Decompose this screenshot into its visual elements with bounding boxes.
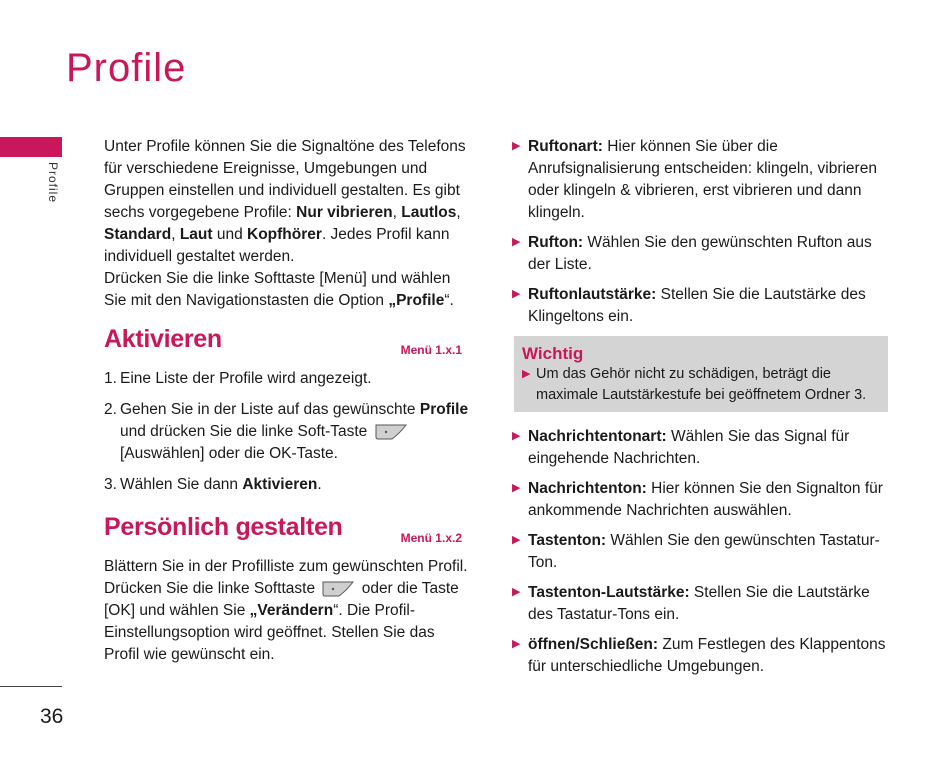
- list-item-text: [528, 530, 892, 574]
- note-bullet: [522, 364, 880, 406]
- emphasized-text: Nur vibrieren: [296, 204, 393, 221]
- side-section-label: Profile: [46, 162, 60, 204]
- step-number: 2.: [104, 401, 117, 418]
- important-note: [514, 336, 888, 412]
- text-run: “. Die Profil-Einstellungsoption wird geöffnet. Stellen Sie das Profil wie gewünscht ein.: [104, 602, 435, 663]
- list-item: [512, 582, 892, 626]
- list-item-text: [528, 426, 892, 470]
- triangle-right-icon: ▶: [512, 482, 521, 494]
- personal-menu-ref: Menü 1.x.2: [400, 531, 462, 545]
- text-run: ,: [456, 204, 461, 221]
- triangle-right-icon: ▶: [522, 368, 531, 380]
- triangle-right-icon: ▶: [512, 534, 521, 546]
- activate-menu-ref: Menü 1.x.1: [400, 343, 462, 357]
- intro-paragraph: [104, 136, 474, 268]
- activate-title: Aktivieren: [104, 325, 222, 353]
- text-run: .: [317, 476, 322, 493]
- note-text: Um das Gehör nicht zu schädigen, beträgt die maximale Lautstärkestufe bei geöffnetem Ordner 3.: [536, 366, 867, 403]
- triangle-right-icon: ▶: [512, 638, 521, 650]
- triangle-right-icon: ▶: [512, 586, 521, 598]
- list-item-text: [528, 136, 892, 224]
- list-item: [512, 478, 892, 522]
- emphasized-text: Laut: [179, 226, 213, 243]
- text-run: Blättern Sie in der Profilliste zum gewünschten Profil. Drücken Sie die linke Softtaste: [104, 558, 468, 597]
- text-run: Unter Profile können Sie die Signaltöne des Telefons für verschiedene Ereignisse, Umgebungen und Gruppen einstellen und individuell gestalten. Es gibt sechs vorgegebene Profile:: [104, 138, 466, 221]
- text-run: und: [212, 226, 248, 243]
- list-item: [512, 530, 892, 574]
- text-run: ,: [392, 204, 402, 221]
- settings-list-top: [512, 136, 892, 328]
- list-item: [104, 368, 474, 390]
- text-run: Eine Liste der Profile wird angezeigt.: [120, 370, 372, 387]
- list-item-label: Tastenton-Lautstärke:: [528, 584, 690, 601]
- page-number: 36: [40, 705, 64, 728]
- step-number: 3.: [104, 476, 117, 493]
- side-tab-marker: [0, 137, 62, 157]
- intro-instruction-paragraph: [104, 268, 474, 312]
- list-item-label: Nachrichtenton:: [528, 480, 647, 497]
- activate-steps: [104, 368, 474, 496]
- settings-list-bottom: [512, 426, 892, 678]
- list-item: [104, 474, 474, 496]
- list-item: [512, 136, 892, 224]
- text-run: “.: [444, 292, 454, 309]
- text-run: . Jedes Profil kann individuell gestaltet werden.: [104, 226, 450, 265]
- personal-paragraph: [104, 556, 474, 666]
- personal-heading: [104, 513, 474, 552]
- emphasized-text: Kopfhörer: [247, 226, 322, 243]
- text-run: oder die Taste [OK] und wählen Sie: [104, 580, 459, 619]
- emphasized-text: Lautlos: [401, 204, 457, 221]
- list-item-label: Ruftonart:: [528, 138, 603, 155]
- list-item-text: [528, 582, 892, 626]
- list-item-label: Tastenton:: [528, 532, 607, 549]
- text-run: Wählen Sie dann: [120, 476, 243, 493]
- emphasized-text: Standard: [104, 226, 172, 243]
- triangle-right-icon: ▶: [512, 288, 521, 300]
- list-item-text: [528, 284, 892, 328]
- right-column: [512, 136, 892, 686]
- list-item-text: [528, 634, 892, 678]
- list-item-label: öffnen/Schließen:: [528, 636, 659, 653]
- list-item-description: Stellen Sie die Lautstärke des Tastatur-Tons ein.: [528, 584, 870, 623]
- emphasized-text: Aktivieren: [242, 476, 318, 493]
- triangle-right-icon: ▶: [512, 140, 521, 152]
- list-item-description: Zum Festlegen des Klappentons für unterschiedliche Umgebungen.: [528, 636, 886, 675]
- text-run: Drücken Sie die linke Softtaste [Menü] und wählen Sie mit den Navigationstasten die Option: [104, 270, 451, 309]
- list-item: [512, 634, 892, 678]
- text-run: Gehen Sie in der Liste auf das gewünschte: [120, 401, 420, 418]
- step-text: [120, 474, 322, 496]
- activate-heading: [104, 325, 474, 364]
- list-item-text: [528, 232, 892, 276]
- step-text: [120, 399, 474, 465]
- list-item: [104, 399, 474, 465]
- list-item: [512, 232, 892, 276]
- footer-rule: [0, 686, 62, 687]
- list-item-label: Ruftonlautstärke:: [528, 286, 657, 303]
- triangle-right-icon: ▶: [512, 430, 521, 442]
- step-text: [120, 368, 372, 390]
- list-item-description: Stellen Sie die Lautstärke des Klingeltons ein.: [528, 286, 866, 325]
- list-item-text: [528, 478, 892, 522]
- triangle-right-icon: ▶: [512, 236, 521, 248]
- list-item-label: Nachrichtentonart:: [528, 428, 667, 445]
- list-item-description: Wählen Sie den gewünschten Rufton aus der Liste.: [528, 234, 872, 273]
- emphasized-text: Profile: [419, 401, 469, 418]
- step-number: 1.: [104, 370, 117, 387]
- note-title: Wichtig: [522, 344, 584, 363]
- list-item: [512, 426, 892, 470]
- list-item-description: Hier können Sie den Signalton für ankommende Nachrichten auswählen.: [528, 480, 883, 519]
- text-run: ,: [171, 226, 180, 243]
- emphasized-text: „Verändern: [249, 602, 334, 619]
- list-item-description: Wählen Sie das Signal für eingehende Nachrichten.: [528, 428, 850, 467]
- page-title: Profile: [66, 46, 187, 90]
- left-column: [104, 136, 474, 666]
- emphasized-text: „Profile: [388, 292, 445, 309]
- list-item-description: Wählen Sie den gewünschten Tastatur-Ton.: [528, 532, 880, 571]
- text-run: [Auswählen] oder die OK-Taste.: [120, 445, 338, 462]
- list-item-label: Rufton:: [528, 234, 584, 251]
- personal-title: Persönlich gestalten: [104, 513, 343, 541]
- left-softkey-icon: [374, 423, 408, 441]
- text-run: und drücken Sie die linke Soft-Taste: [120, 423, 372, 440]
- list-item: [512, 284, 892, 328]
- left-softkey-icon: [321, 580, 355, 598]
- list-item-description: Hier können Sie über die Anrufsignalisierung entscheiden: klingeln, vibrieren oder klingeln & vibrieren, erst vibrieren und dann klingeln.: [528, 138, 877, 221]
